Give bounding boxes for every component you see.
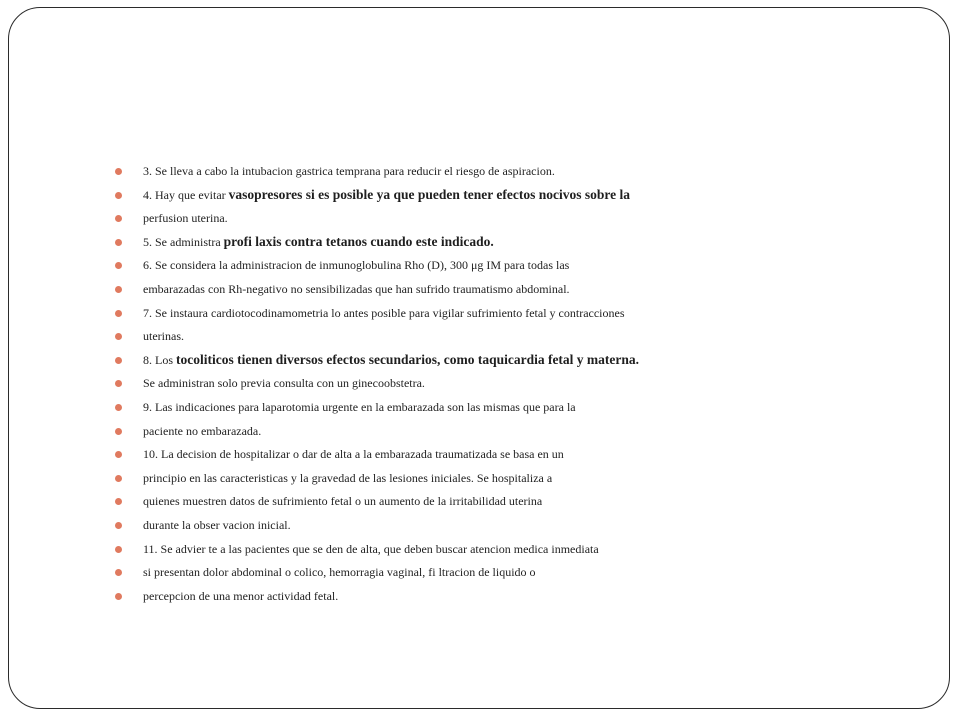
bullet-text <box>143 301 625 326</box>
bullet-plain-text: 9. Las indicaciones para laparotomia urgente en la embarazada son las mismas que para la <box>143 399 576 414</box>
bullet-text <box>143 183 630 208</box>
bullet-plain-text: 6. Se considera la administracion de inmunoglobulina Rho (D), 300 μg IM para todas las <box>143 258 570 273</box>
bullet-dot-icon <box>115 404 122 411</box>
bullet-text <box>143 489 542 514</box>
bullet-dot-icon <box>115 593 122 600</box>
bullet-plain-text: durante la obser vacion inicial. <box>143 517 291 532</box>
bullet-text <box>143 560 536 585</box>
bullet-dot-icon <box>115 192 122 199</box>
bullet-plain-text: 3. Se lleva a cabo la intubacion gastrica temprana para reducir el riesgo de aspiracion. <box>143 164 555 178</box>
bullet-dot-icon <box>115 428 122 435</box>
bullet-item <box>115 584 815 608</box>
bullet-dot-icon <box>115 333 122 340</box>
bullet-item <box>115 537 815 561</box>
bullet-text <box>143 537 599 562</box>
bullet-plain-text: 10. La decision de hospitalizar o dar de alta a la embarazada traumatizada se basa en un <box>143 447 564 462</box>
bullet-text <box>143 159 555 184</box>
bullet-dot-icon <box>115 380 122 387</box>
bullet-emphasis-text: profi laxis contra tetanos cuando este indicado. <box>223 233 494 249</box>
bullet-item <box>115 301 815 325</box>
bullet-plain-text: 4. Hay que evitar <box>143 187 229 202</box>
bullet-dot-icon <box>115 286 122 293</box>
bullet-plain-text: percepcion de una menor actividad fetal. <box>143 588 339 603</box>
bullet-dot-icon <box>115 239 122 246</box>
bullet-plain-text: 8. Los <box>143 352 176 367</box>
bullet-item <box>115 159 815 183</box>
bullet-text <box>143 324 184 349</box>
bullet-plain-text: uterinas. <box>143 329 184 344</box>
bullet-emphasis-text: tocoliticos tienen diversos efectos secundarios, como taquicardia fetal y materna. <box>176 351 640 367</box>
bullet-text <box>143 348 639 373</box>
bullet-dot-icon <box>115 262 122 269</box>
bullet-dot-icon <box>115 310 122 317</box>
bullet-plain-text: principio en las caracteristicas y la gravedad de las lesiones iniciales. Se hospitaliza a <box>143 470 553 485</box>
bullet-dot-icon <box>115 215 122 222</box>
bullet-item <box>115 253 815 277</box>
bullet-dot-icon <box>115 546 122 553</box>
bullet-text <box>143 419 261 444</box>
bullet-dot-icon <box>115 498 122 505</box>
bullet-plain-text: Se administran solo previa consulta con un ginecoobstetra. <box>143 376 425 391</box>
bullet-dot-icon <box>115 451 122 458</box>
bullet-item <box>115 560 815 584</box>
bullet-plain-text: perfusion uterina. <box>143 211 228 226</box>
bullet-text <box>143 371 425 396</box>
bullet-plain-text: paciente no embarazada. <box>143 423 262 438</box>
bullet-text <box>143 513 291 538</box>
bullet-item <box>115 489 815 513</box>
bullet-dot-icon <box>115 475 122 482</box>
bullet-text <box>143 206 228 231</box>
bullet-item <box>115 371 815 395</box>
bullet-plain-text: 7. Se instaura cardiotocodinamometria lo antes posible para vigilar sufrimiento fetal y contracciones <box>143 305 625 320</box>
bullet-dot-icon <box>115 357 122 364</box>
bullet-plain-text: quienes muestren datos de sufrimiento fetal o un aumento de la irritabilidad uterina <box>143 494 543 509</box>
bullet-item <box>115 324 815 348</box>
bullet-text <box>143 466 552 491</box>
bullet-item <box>115 277 815 301</box>
bullet-plain-text: 11. Se advier te a las pacientes que se den de alta, que deben buscar atencion medica inmediata <box>143 541 599 556</box>
bullet-item <box>115 442 815 466</box>
bullet-item <box>115 183 815 207</box>
bullet-item <box>115 466 815 490</box>
bullet-item <box>115 395 815 419</box>
bullet-list <box>115 159 815 607</box>
bullet-text <box>143 253 569 278</box>
bullet-emphasis-text: vasopresores si es posible ya que pueden tener efectos nocivos sobre la <box>228 186 631 202</box>
bullet-dot-icon <box>115 168 122 175</box>
bullet-text <box>143 277 570 302</box>
bullet-plain-text: si presentan dolor abdominal o colico, hemorragia vaginal, fi ltracion de liquido o <box>143 565 536 580</box>
bullet-item <box>115 348 815 372</box>
bullet-item <box>115 513 815 537</box>
bullet-plain-text: 5. Se administra <box>143 234 224 249</box>
bullet-dot-icon <box>115 522 122 529</box>
bullet-item <box>115 206 815 230</box>
bullet-item <box>115 230 815 254</box>
bullet-text <box>143 230 494 255</box>
bullet-plain-text: embarazadas con Rh-negativo no sensibilizadas que han sufrido traumatismo abdominal. <box>143 281 570 296</box>
bullet-text <box>143 395 576 420</box>
bullet-dot-icon <box>115 569 122 576</box>
bullet-text <box>143 442 564 467</box>
bullet-item <box>115 419 815 443</box>
slide-frame <box>8 7 950 709</box>
bullet-text <box>143 584 338 609</box>
